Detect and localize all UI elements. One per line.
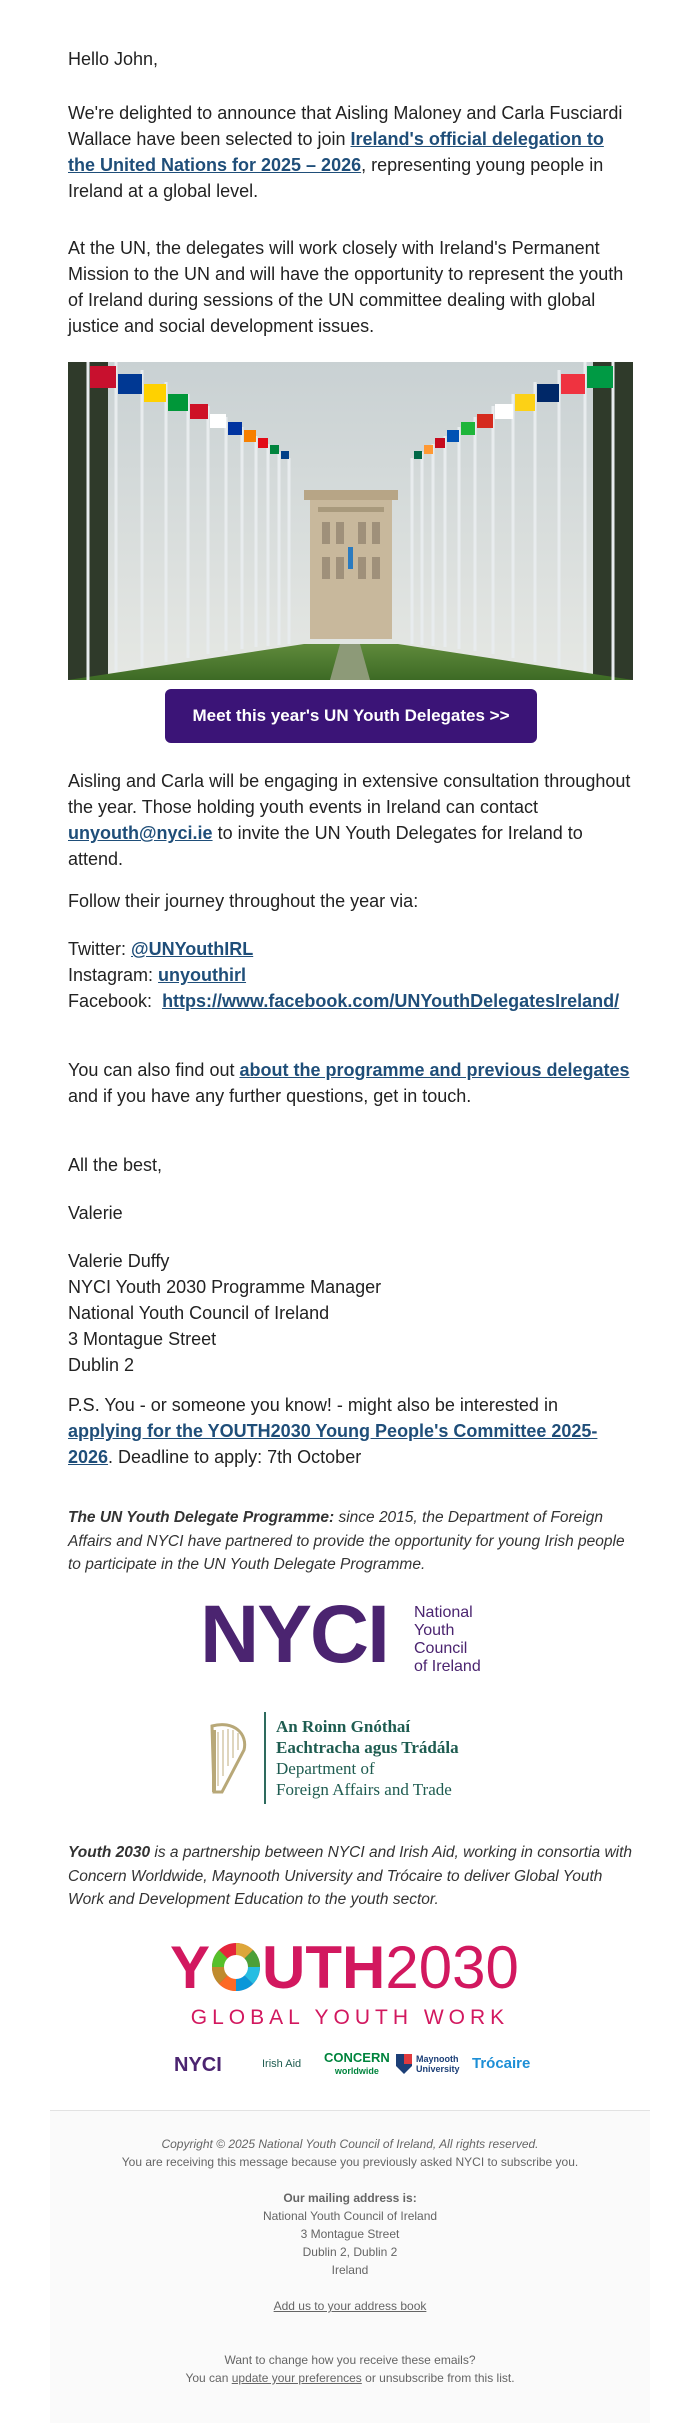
footer-change-after: or unsubscribe from this list.	[361, 2371, 515, 2385]
maynooth-crest-icon	[396, 2054, 412, 2074]
partner-maynooth-name: Maynooth	[416, 2054, 459, 2064]
update-preferences-link[interactable]: update your preferences	[231, 2371, 362, 2385]
signature-line: 3 Montague Street	[68, 1329, 217, 1349]
footer	[50, 2110, 650, 2423]
facebook-link[interactable]: https://www.facebook.com/UNYouthDelegatesIreland/	[162, 991, 620, 1011]
footer-change-question: Want to change how you receive these emails?	[224, 2353, 476, 2367]
address-book-link[interactable]: Add us to your address book	[273, 2299, 427, 2313]
partner-maynooth-sub: University	[416, 2064, 460, 2074]
programme-link[interactable]: about the programme and previous delegates	[239, 1060, 630, 1080]
un-programme-note-text: since 2015, the Department of Foreign Affairs and NYCI have partnered to provide the opportunity for young Irish people to participate in the UN Youth Delegate Programme.	[68, 1509, 625, 1573]
delegation-link[interactable]: Ireland's official delegation to the United Nations for 2025 – 2026	[68, 129, 604, 175]
instagram-link[interactable]: unyouthirl	[158, 965, 247, 985]
footer-address-heading: Our mailing address is:	[283, 2191, 417, 2205]
footer-change-line	[50, 2369, 650, 2387]
intro-text-after: , representing young people in Ireland at a global level.	[68, 155, 604, 201]
email-link[interactable]: unyouth@nyci.ie	[68, 823, 213, 843]
dfa-line-english: Department of	[276, 1759, 375, 1778]
footer-reason: You are receiving this message because you previously asked NYCI to subscribe you.	[121, 2155, 579, 2169]
ps-text-after: . Deadline to apply: 7th October	[108, 1447, 362, 1467]
youth2030-tagline: GLOBAL YOUTH WORK	[190, 2006, 510, 2029]
consultation-text-before: Aisling and Carla will be engaging in extensive consultation throughout the year. Those holding youth events in Ireland can contact	[68, 771, 631, 817]
partner-logos	[174, 2052, 534, 2082]
youth2030-note	[68, 1841, 633, 1912]
twitter-line	[68, 936, 633, 962]
un-programme-note-title: The UN Youth Delegate Programme:	[68, 1509, 335, 1526]
dfa-line-english: Foreign Affairs and Trade	[276, 1780, 452, 1799]
signoff: All the best,	[68, 1155, 163, 1175]
nyci-logo-line: of Ireland	[414, 1658, 481, 1675]
partner-maynooth	[416, 2054, 460, 2074]
signature-name: Valerie	[68, 1203, 123, 1223]
footer-change-before: You can	[185, 2371, 232, 2385]
dfa-line-irish: An Roinn Gnóthaí	[276, 1717, 411, 1736]
partner-concern-name: CONCERN	[324, 2050, 390, 2065]
youth2030-note-title: Youth 2030	[68, 1844, 151, 1861]
sdg-wheel-icon	[211, 1942, 261, 1992]
facebook-line	[68, 988, 633, 1014]
dfa-logo	[204, 1712, 504, 1804]
instagram-label: Instagram:	[68, 965, 159, 985]
programme-text-before: You can also find out	[68, 1060, 240, 1080]
footer-address-line: Dublin 2, Dublin 2	[302, 2245, 398, 2259]
programme-paragraph	[68, 1057, 633, 1109]
facebook-label: Facebook:	[68, 991, 163, 1011]
harp-icon	[204, 1720, 250, 1798]
footer-address-line: 3 Montague Street	[300, 2227, 400, 2241]
ps-text-before: P.S. You - or someone you know! - might also be interested in	[68, 1395, 558, 1415]
committee-link[interactable]: applying for the YOUTH2030 Young People's Committee 2025-2026	[68, 1421, 598, 1467]
un-paragraph: At the UN, the delegates will work closely with Ireland's Permanent Mission to the UN and will have the opportunity to represent the youth of Ireland during sessions of the UN committee dealing with global justice and social development issues.	[68, 238, 624, 336]
greeting: Hello John,	[68, 49, 159, 69]
partner-concern-sub: worldwide	[334, 2066, 379, 2076]
instagram-line	[68, 962, 633, 988]
footer-address-line: Ireland	[331, 2263, 369, 2277]
meet-delegates-button[interactable]: Meet this year's UN Youth Delegates >>	[165, 689, 537, 743]
dfa-text	[276, 1716, 459, 1800]
consultation-paragraph	[68, 768, 633, 872]
consultation-text-after: to invite the UN Youth Delegates for Ireland to attend.	[68, 823, 583, 869]
social-links	[68, 936, 633, 1014]
twitter-label: Twitter:	[68, 939, 132, 959]
partner-nyci: NYCI	[174, 2054, 222, 2076]
ps-paragraph	[68, 1392, 633, 1470]
dfa-line-irish: Eachtracha agus Trádála	[276, 1738, 459, 1757]
un-flags-photo	[68, 362, 633, 680]
signature-line: Valerie Duffy	[68, 1251, 170, 1271]
youth2030-y: Y	[170, 1934, 211, 2001]
youth2030-note-text: is a partnership between NYCI and Irish Aid, working in consortia with Concern Worldwide, Maynooth University and Trócaire to deliver Global Youth Work and Development Education to the youth sector.	[68, 1844, 633, 1908]
twitter-link[interactable]: @UNYouthIRL	[131, 939, 254, 959]
dfa-divider	[264, 1712, 266, 1804]
follow-text: Follow their journey throughout the year via:	[68, 891, 419, 911]
partner-irish-aid: Irish Aid	[262, 2058, 302, 2070]
intro-text-before: We're delighted to announce that Aisling Maloney and Carla Fusciardi Wallace have been selected to join	[68, 103, 623, 149]
footer-address-line: National Youth Council of Ireland	[262, 2209, 438, 2223]
partner-trocaire: Trócaire	[472, 2055, 531, 2072]
nyci-logo-line: National	[414, 1604, 473, 1621]
youth2030-year: 2030	[385, 1934, 519, 2001]
un-programme-note	[68, 1506, 633, 1577]
programme-text-after: and if you have any further questions, get in touch.	[68, 1086, 472, 1106]
nyci-logo-line: Youth	[414, 1622, 455, 1639]
footer-copyright: Copyright © 2025 National Youth Council of Ireland, All rights reserved.	[161, 2137, 539, 2151]
nyci-logo	[200, 1589, 500, 1680]
signature-line: NYCI Youth 2030 Programme Manager	[68, 1277, 382, 1297]
signature-line: National Youth Council of Ireland	[68, 1303, 330, 1323]
intro-paragraph	[68, 100, 633, 204]
youth2030-logo	[170, 1936, 530, 2036]
youth2030-uth: UTH	[262, 1934, 386, 2001]
nyci-logo-text	[414, 1604, 481, 1676]
youth2030-wordmark	[170, 1936, 519, 2000]
partner-concern	[324, 2052, 390, 2077]
signature-block	[68, 1248, 633, 1378]
nyci-logo-mark: NYCI	[200, 1589, 388, 1680]
nyci-logo-line: Council	[414, 1640, 468, 1657]
signature-line: Dublin 2	[68, 1355, 135, 1375]
